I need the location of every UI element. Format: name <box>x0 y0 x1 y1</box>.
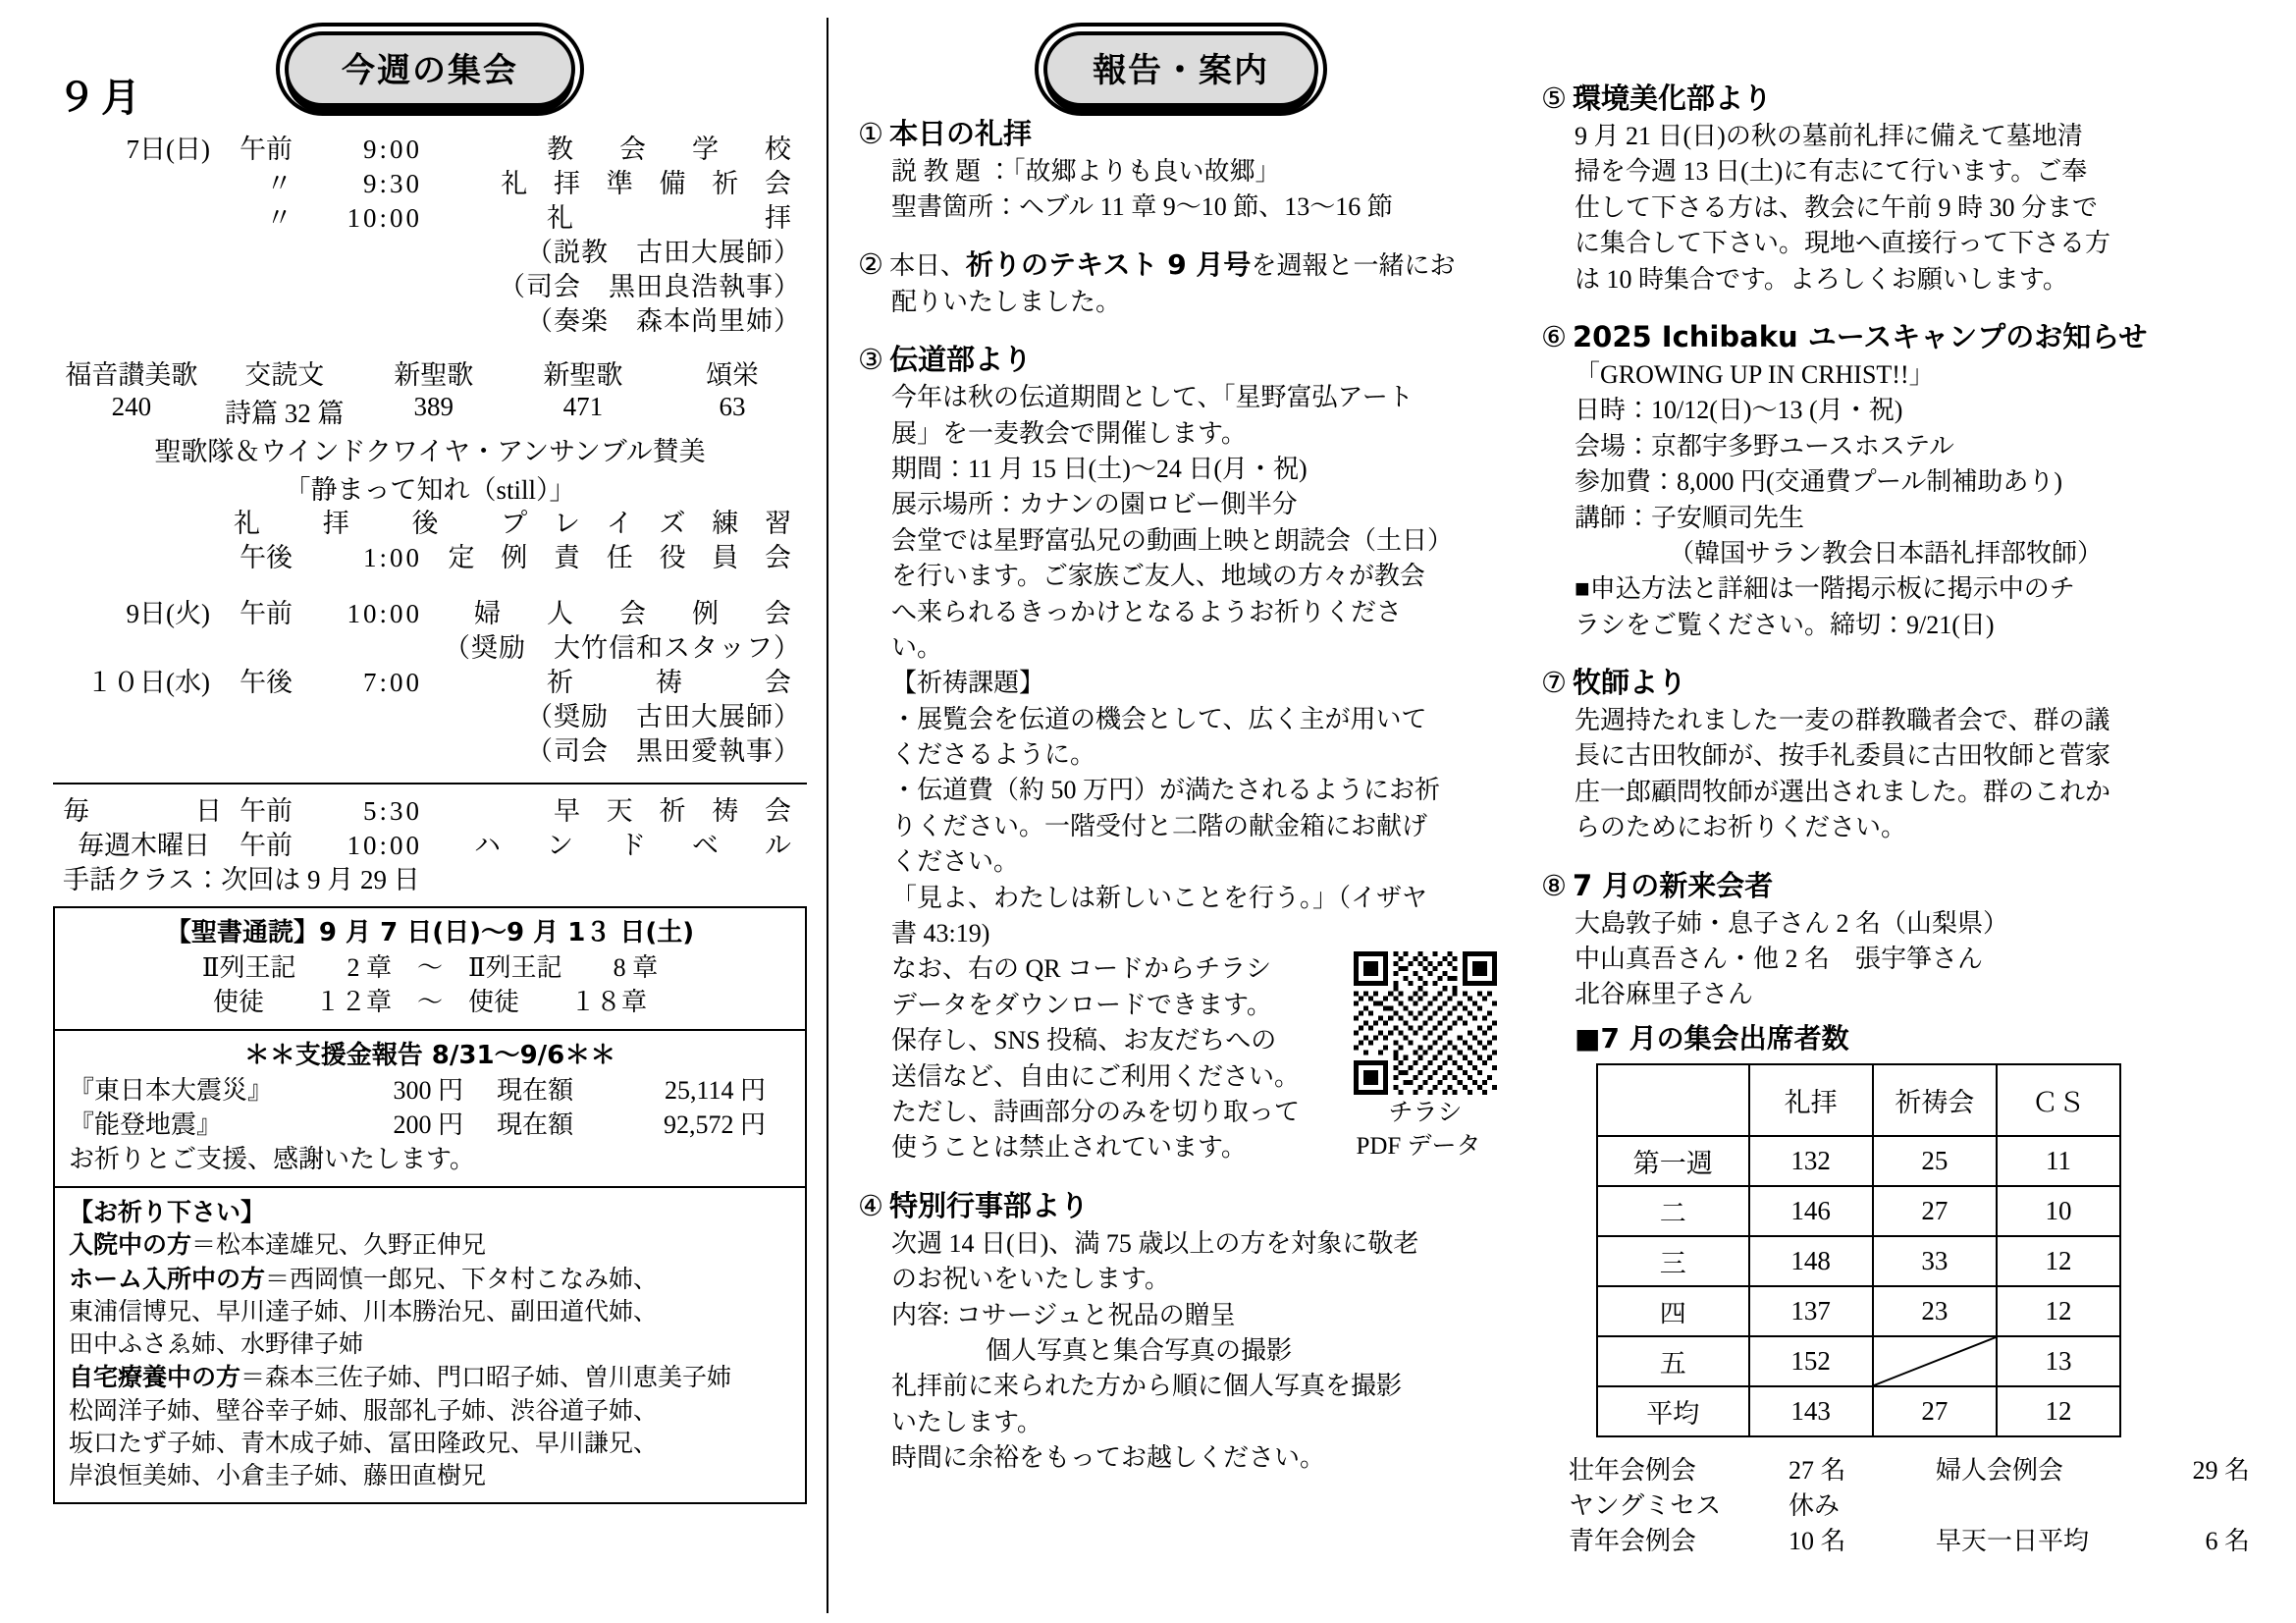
body-line: なお、右の QR コードからチラシ <box>891 954 1272 984</box>
body-line: は 10 時集合です。よろしくお願いします。 <box>1575 264 2068 294</box>
cell-worship: 132 <box>1749 1136 1873 1186</box>
cell-prayer: 27 <box>1873 1386 1997 1436</box>
camp-fee: 参加費：8,000 円(交通費プール制補助あり) <box>1575 467 2063 497</box>
prayer-topic-heading: 【祈祷課題】 <box>891 669 1045 698</box>
table-row <box>1597 1336 2120 1386</box>
schedule-time: 7:00 <box>362 667 422 697</box>
announcement-item-8 <box>1541 864 2256 1559</box>
announcement-item-6 <box>1541 315 2256 643</box>
stat-label: 青年会例会 <box>1569 1526 1697 1555</box>
hymn-value: 63 <box>719 391 746 421</box>
announcement-body <box>1541 119 2256 298</box>
schedule-time: 10:00 <box>347 598 422 628</box>
qr-caption-line2: PDF データ <box>1356 1133 1481 1161</box>
body-line: 時間に余裕をもってお越しください。 <box>891 1443 1326 1473</box>
choir-line: 聖歌隊＆ウインドクワイヤ・アンサンブル賛美 <box>154 436 706 466</box>
schedule-sunday <box>63 133 807 340</box>
hymn-header: 交読文 <box>244 359 325 390</box>
cell-worship: 152 <box>1749 1336 1873 1386</box>
stat-row <box>1569 1524 2256 1559</box>
donation-report-box <box>53 1031 807 1188</box>
body-line: 展」を一麦教会で開催します。 <box>891 418 1247 448</box>
schedule-daily <box>63 794 807 897</box>
announcement-body <box>858 1226 1504 1477</box>
body-line: 聖書箇所：ヘブル 11 章 9～10 節、13～16 節 <box>891 192 1393 222</box>
prayer-group-names: 田中ふさゑ姉、水野律子姉 <box>69 1331 364 1359</box>
body-line: 内容: コサージュと祝品の贈呈 <box>891 1300 1236 1329</box>
stat-value: 休み <box>1789 1490 1841 1520</box>
schedule-date: 7日(日) <box>126 135 210 164</box>
hymn-header: 頌栄 <box>705 359 759 390</box>
announcement-body <box>858 285 1504 320</box>
schedule-name: 礼 拝 準 備 祈 会 <box>501 169 801 199</box>
stat-label: ヤングミセス <box>1569 1490 1722 1520</box>
body-line: 礼拝前に来られた方から順に個人写真を撮影 <box>891 1372 1403 1401</box>
body-line: い。 <box>891 632 943 662</box>
newcomer-line: 大島敦子姉・息子さん 2 名（山梨県） <box>1575 908 2009 938</box>
body-line: 使うことは禁止されています。 <box>891 1133 1247 1163</box>
body-line: 今年は秋の伝道期間として、「星野富弘アート <box>891 383 1414 412</box>
announcement-heading <box>858 243 1504 283</box>
schedule-ampm: 〃 <box>266 203 293 234</box>
announcement-heading <box>1541 77 2256 117</box>
newcomer-line: 北谷麻里子さん <box>1575 980 1754 1009</box>
announcement-body <box>858 154 1504 226</box>
table-row <box>1597 1386 2120 1436</box>
item-title: 2025 Ichibaku ユースキャンプのお知らせ <box>1573 319 2148 353</box>
schedule-credit: （司会 黒田愛執事） <box>526 736 801 767</box>
cell-worship: 146 <box>1749 1186 1873 1236</box>
announcement-heading <box>858 112 1504 152</box>
camp-theme: 「GROWING UP IN CRHIST!!」 <box>1575 359 1935 389</box>
item-title: 特別行事部より <box>889 1188 1090 1222</box>
donation-total-label: 現在額 <box>497 1109 574 1139</box>
body-line: 書 43:19) <box>891 919 990 948</box>
schedule-row <box>63 201 807 236</box>
schedule-credit-row <box>63 236 807 270</box>
hymn-value: 471 <box>562 391 604 421</box>
schedule-name: 婦 人 会 例 会 <box>474 598 801 628</box>
prayer-group-names: 松岡洋子姉、壁谷幸子姉、服部礼子姉、渋谷道子姉、 <box>69 1397 659 1425</box>
schedule-row <box>63 167 807 201</box>
row-label: 四 <box>1597 1286 1749 1336</box>
cell-cs: 12 <box>1997 1286 2120 1336</box>
body-line: 9 月 21 日(日)の秋の墓前礼拝に備えて墓地清 <box>1575 122 2083 150</box>
prayer-group-names: 岸浪恒美姉、小倉圭子姉、藤田直樹兄 <box>69 1463 487 1490</box>
schedule-time: 1:00 <box>362 542 422 572</box>
schedule-row <box>63 794 807 829</box>
announcement-body <box>858 380 1504 1166</box>
body-line: 期間：11 月 15 日(土)～24 日(月・祝) <box>891 454 1308 483</box>
qr-section <box>891 951 1504 1165</box>
schedule-credit-row <box>63 270 807 304</box>
schedule-name: 礼 拝 後 プ レ イ ズ 練 習 <box>234 508 801 538</box>
item-number: ③ <box>858 345 883 377</box>
schedule-credit-row <box>63 304 807 339</box>
donation-amount: 300 円 <box>393 1075 463 1105</box>
spacer <box>53 575 807 597</box>
schedule-row <box>63 597 807 631</box>
body-line: いたします。 <box>891 1407 1042 1436</box>
row-label: 平均 <box>1597 1386 1749 1436</box>
column-announcements <box>827 18 1514 1613</box>
column-header: 礼拝 <box>1749 1064 1873 1136</box>
attendance-section <box>1541 1019 2256 1057</box>
body-line: 仕して下さる方は、教会に午前 9 時 30 分まで <box>1575 192 2099 222</box>
body-line: に集合して下さい。現地へ直接行って下さる方 <box>1575 229 2111 258</box>
schedule-credit: （説教 古田大展師） <box>526 238 801 268</box>
announcement-heading <box>1541 315 2256 355</box>
item-number: ⑦ <box>1541 668 1567 700</box>
body-line: を行います。ご家族ご友人、地域の方々が教会 <box>891 562 1425 591</box>
donation-total: 25,114 円 <box>664 1075 766 1105</box>
announcement-item-3 <box>858 338 1504 1166</box>
pill-title-weekly-meetings: 今週の集会 <box>285 31 575 107</box>
item-number: ⑧ <box>1541 870 1567 902</box>
attendance-table-wrap <box>1541 1063 2256 1437</box>
schedule-credit: （奏楽 森本尚里姉） <box>526 306 801 337</box>
schedule-ampm: 午前 <box>240 598 293 628</box>
schedule-name: 礼 拝 <box>547 203 801 234</box>
item-title: 本日の礼拝 <box>889 117 1033 150</box>
schedule-date: 毎 日 <box>63 796 222 827</box>
hymn-value-row <box>53 392 807 430</box>
prayer-group-head: ホーム入所中の方 <box>69 1264 266 1293</box>
schedule-name: 教 会 学 校 <box>547 135 801 164</box>
announcement-item-2 <box>858 243 1504 320</box>
cell-prayer: 33 <box>1873 1236 1997 1286</box>
schedule-name: ハ ン ド ベ ル <box>474 831 801 861</box>
bible-reading-box <box>53 906 807 1031</box>
schedule-row <box>63 507 807 541</box>
divider <box>53 783 807 784</box>
column-weekly-meetings <box>35 18 821 1613</box>
body-line: 長に古田牧師が、按手礼委員に古田牧師と菅家 <box>1575 741 2111 771</box>
cell-worship: 143 <box>1749 1386 1873 1436</box>
item-title-suffix: を週報と一緒にお <box>1251 250 1456 280</box>
schedule-credit: （奨励 大竹信和スタッフ） <box>444 632 801 663</box>
table-row <box>1597 1186 2120 1236</box>
cell-cs: 12 <box>1997 1236 2120 1286</box>
donation-footer: お祈りとご支援、感謝いたします。 <box>69 1145 475 1174</box>
body-line: 先週持たれました一麦の群教職者会で、群の議 <box>1575 706 2110 735</box>
schedule-name: 早 天 祈 祷 会 <box>554 796 801 827</box>
schedule-row <box>63 666 807 700</box>
schedule-credit: （奨励 古田大展師） <box>526 702 801 732</box>
body-line: 掃を今週 13 日(土)に有志にて行います。ご奉 <box>1575 157 2088 187</box>
donation-fund-name: 『能登地震』 <box>69 1109 223 1139</box>
schedule-credit-row <box>63 734 807 769</box>
cell-worship: 148 <box>1749 1236 1873 1286</box>
column-header: ＣＳ <box>1997 1064 2120 1136</box>
body-line: らのためにお祈りください。 <box>1575 813 1907 842</box>
diagonal-slash-icon <box>1874 1337 1996 1385</box>
item-title-emphasis: 祈りのテキスト 9 月号 <box>966 247 1252 281</box>
prayer-group-head: 自宅療養中の方 <box>69 1363 241 1392</box>
schedule-ampm: 〃 <box>266 169 293 199</box>
body-line: ラシをご覧ください。締切：9/21(日) <box>1575 610 1995 639</box>
schedule-weekday <box>63 597 807 769</box>
hymn-value: 240 <box>111 391 152 421</box>
schedule-credit-row <box>63 700 807 734</box>
stat-value: 6 名 <box>2205 1526 2250 1555</box>
announcement-heading <box>858 1184 1504 1224</box>
announcement-item-1 <box>858 112 1504 226</box>
item-title: 伝道部より <box>889 343 1033 377</box>
body-line: 保存し、SNS 投稿、お友だちへの <box>891 1026 1277 1055</box>
schedule-ampm: 午前 <box>240 831 293 861</box>
row-label: 二 <box>1597 1186 1749 1236</box>
schedule-credit: （司会 黒田良浩執事） <box>499 272 801 302</box>
prayer-group-names: 東浦信博兄、早川達子姉、川本勝治兄、副田道代姉、 <box>69 1298 659 1325</box>
schedule-name: 祈 祷 会 <box>547 667 801 697</box>
body-line: のお祝いをいたします。 <box>891 1265 1170 1294</box>
cell-prayer: 25 <box>1873 1136 1997 1186</box>
body-line: ・展覧会を伝道の機会として、広く主が用いて <box>891 704 1427 733</box>
body-line: くださるように。 <box>891 740 1096 770</box>
body-line: 「見よ、わたしは新しいことを行う。」（イザヤ <box>891 883 1428 912</box>
item-number: ④ <box>858 1190 883 1222</box>
column-header <box>1597 1064 1749 1136</box>
cell-cs: 11 <box>1997 1136 2120 1186</box>
item-number: ⑤ <box>1541 83 1567 115</box>
announcement-item-4 <box>858 1184 1504 1477</box>
schedule-ampm: 午後 <box>240 542 293 572</box>
hymn-value: 389 <box>413 391 454 421</box>
body-line: 庄一郎顧問牧師が選出されました。群のこれか <box>1575 777 2111 806</box>
item-title: 牧師より <box>1573 666 1687 700</box>
body-line: 配りいたしました。 <box>891 287 1122 316</box>
cell-cs: 12 <box>1997 1386 2120 1436</box>
announcement-body <box>1541 906 2256 1013</box>
item-number: ⑥ <box>1541 321 1567 353</box>
cell-cs: 10 <box>1997 1186 2120 1236</box>
camp-venue: 会場：京都宇多野ユースホステル <box>1575 431 1954 460</box>
column-header: 祈祷会 <box>1873 1064 1997 1136</box>
schedule-time: 10:00 <box>347 831 422 861</box>
section-header-announcements <box>858 18 1504 112</box>
schedule-ampm: 午後 <box>240 667 293 697</box>
stat-value <box>2132 1488 2250 1524</box>
table-row <box>1597 1136 2120 1186</box>
table-header-row <box>1597 1064 2120 1136</box>
item-number: ② <box>858 248 883 281</box>
sign-language-class: 手話クラス：次回は 9 月 29 日 <box>63 865 420 895</box>
body-line: 送信など、自由にご利用ください。 <box>891 1061 1301 1091</box>
cell-prayer-empty <box>1873 1336 1997 1386</box>
cell-prayer: 23 <box>1873 1286 1997 1336</box>
body-line: 次週 14 日(日)、満 75 歳以上の方を対象に敬老 <box>891 1228 1419 1258</box>
schedule-time: 5:30 <box>362 796 422 827</box>
body-line: 個人写真と集合写真の撮影 <box>986 1335 1293 1365</box>
camp-date: 日時：10/12(日)～13 (月・祝) <box>1575 396 1903 425</box>
attendance-heading: ■7 月の集会出席者数 <box>1575 1021 1849 1055</box>
body-line: へ来られるきっかけとなるようお祈りくださ <box>891 597 1403 626</box>
stat-label <box>1936 1488 2132 1524</box>
announcement-body <box>1541 357 2256 643</box>
prayer-request-box <box>53 1188 807 1504</box>
stat-label: 婦人会例会 <box>1936 1456 2064 1485</box>
donation-row <box>69 1073 791 1108</box>
body-line: ・伝道費（約 50 万円）が満たされるようにお祈 <box>891 776 1441 805</box>
prayer-group <box>69 1263 791 1362</box>
schedule-row <box>63 133 807 167</box>
schedule-after-service <box>63 507 807 575</box>
schedule-ampm: 午前 <box>240 135 293 164</box>
pill-title-announcements: 報告・案内 <box>1043 31 1318 107</box>
schedule-credit-row <box>63 631 807 666</box>
row-label: 三 <box>1597 1236 1749 1286</box>
prayer-group <box>69 1228 791 1262</box>
other-meeting-stats <box>1541 1453 2256 1559</box>
donation-total-label: 現在額 <box>497 1075 574 1105</box>
schedule-ampm: 午前 <box>240 796 293 827</box>
hymn-header: 福音讃美歌 <box>65 359 198 390</box>
body-line: ただし、詩画部分のみを切り取って <box>891 1097 1301 1126</box>
schedule-time: 10:00 <box>347 203 422 234</box>
hymn-header: 新聖歌 <box>394 359 474 390</box>
hymn-value: 詩篇 32 篇 <box>224 398 345 428</box>
schedule-date: 9日(火) <box>126 598 210 628</box>
body-line: ■申込方法と詳細は一階掲示板に掲示中のチ <box>1575 574 2075 604</box>
body-line: データをダウンロードできます。 <box>891 990 1272 1019</box>
donation-amount: 200 円 <box>393 1109 463 1139</box>
schedule-name: 定 例 責 任 役 員 会 <box>448 542 801 572</box>
qr-caption-line1: チラシ <box>1388 1100 1463 1127</box>
item-number: ① <box>858 119 883 150</box>
schedule-row <box>63 541 807 575</box>
month-heading: ９月 <box>57 76 145 121</box>
announcement-heading <box>858 338 1504 378</box>
stat-row <box>1569 1453 2256 1488</box>
item-title: 7 月の新来会者 <box>1573 868 1774 902</box>
prayer-request-title: 【お祈り下さい】 <box>69 1198 266 1227</box>
item-title-prefix: 本日、 <box>889 250 967 280</box>
column-reports <box>1514 18 2260 1613</box>
donation-row <box>69 1108 791 1142</box>
announcement-body <box>1541 703 2256 846</box>
table-row <box>1597 1236 2120 1286</box>
prayer-group-names: ＝西岡慎一郎兄、下タ村こなみ姉、 <box>265 1266 659 1293</box>
camp-speaker: 講師：子安順司先生 <box>1575 503 1805 532</box>
cell-worship: 137 <box>1749 1286 1873 1336</box>
body-line: 会堂では星野富弘兄の動画上映と朗読会（土日） <box>891 525 1454 555</box>
row-label: 第一週 <box>1597 1136 1749 1186</box>
announcement-heading <box>1541 661 2256 701</box>
body-line: 説 教 題 ：「故郷よりも良い故郷」 <box>891 157 1281 186</box>
donation-total: 92,572 円 <box>663 1109 766 1139</box>
stat-label: 早天一日平均 <box>1936 1526 2090 1555</box>
bible-reading-row: 使徒 １２章 ～ 使徒 １８章 <box>212 987 647 1016</box>
hymn-table <box>53 353 807 507</box>
announcement-heading <box>1541 864 2256 904</box>
bible-reading-title: 【聖書通読】9 月 7 日(日)～9 月 1３ 日(土) <box>165 917 695 947</box>
stat-label: 壮年会例会 <box>1569 1456 1697 1485</box>
bible-reading-row: Ⅱ列王記 2 章 ～ Ⅱ列王記 8 章 <box>201 952 659 982</box>
stat-row <box>1569 1488 2256 1524</box>
schedule-date: 毎週木曜日 <box>78 831 210 861</box>
body-line: 展示場所：カナンの園ロビー側半分 <box>891 490 1298 519</box>
announcement-item-7 <box>1541 661 2256 846</box>
table-row <box>1597 1286 2120 1336</box>
prayer-group-names: ＝松本達雄兄、久野正伸兄 <box>191 1232 487 1260</box>
body-line: ください。 <box>891 847 1020 877</box>
cell-cs: 13 <box>1997 1336 2120 1386</box>
announcement-item-5 <box>1541 77 2256 298</box>
choir-song: 「静まって知れ（still）」 <box>284 474 576 505</box>
hymn-header: 新聖歌 <box>543 359 623 390</box>
stat-value: 27 名 <box>1789 1456 1846 1485</box>
prayer-group <box>69 1361 791 1492</box>
prayer-group-names: ＝森本三佐子姉、門口昭子姉、曽川恵美子姉 <box>240 1365 732 1392</box>
hymn-header-row <box>53 353 807 392</box>
body-line: りください。一階受付と二階の献金箱にお献げ <box>891 811 1428 840</box>
schedule-date: １０日(水) <box>86 667 210 697</box>
row-label: 五 <box>1597 1336 1749 1386</box>
schedule-time: 9:00 <box>362 135 422 164</box>
item-title: 環境美化部より <box>1573 81 1773 115</box>
qr-code-icon[interactable] <box>1354 951 1497 1095</box>
donation-report-title: ＊＊支援金報告 8/31～9/6＊＊ <box>243 1040 616 1070</box>
stat-value: 10 名 <box>1789 1526 1846 1555</box>
prayer-group-head: 入院中の方 <box>69 1230 192 1260</box>
qr-code-block[interactable] <box>1343 951 1508 1162</box>
schedule-time: 9:30 <box>362 169 422 199</box>
stat-value: 29 名 <box>2192 1456 2250 1485</box>
schedule-row <box>63 829 807 863</box>
camp-speaker-affiliation: （韓国サラン教会日本語礼拝部牧師） <box>1669 538 2104 568</box>
prayer-group-names: 坂口たず子姉、青木成子姉、冨田隆政兄、早川謙兄、 <box>69 1430 659 1457</box>
newcomer-line: 中山真吾さん・他 2 名 張宇箏さん <box>1575 945 1984 974</box>
donation-fund-name: 『東日本大震災』 <box>69 1075 274 1105</box>
cell-prayer: 27 <box>1873 1186 1997 1236</box>
attendance-table <box>1596 1063 2121 1437</box>
